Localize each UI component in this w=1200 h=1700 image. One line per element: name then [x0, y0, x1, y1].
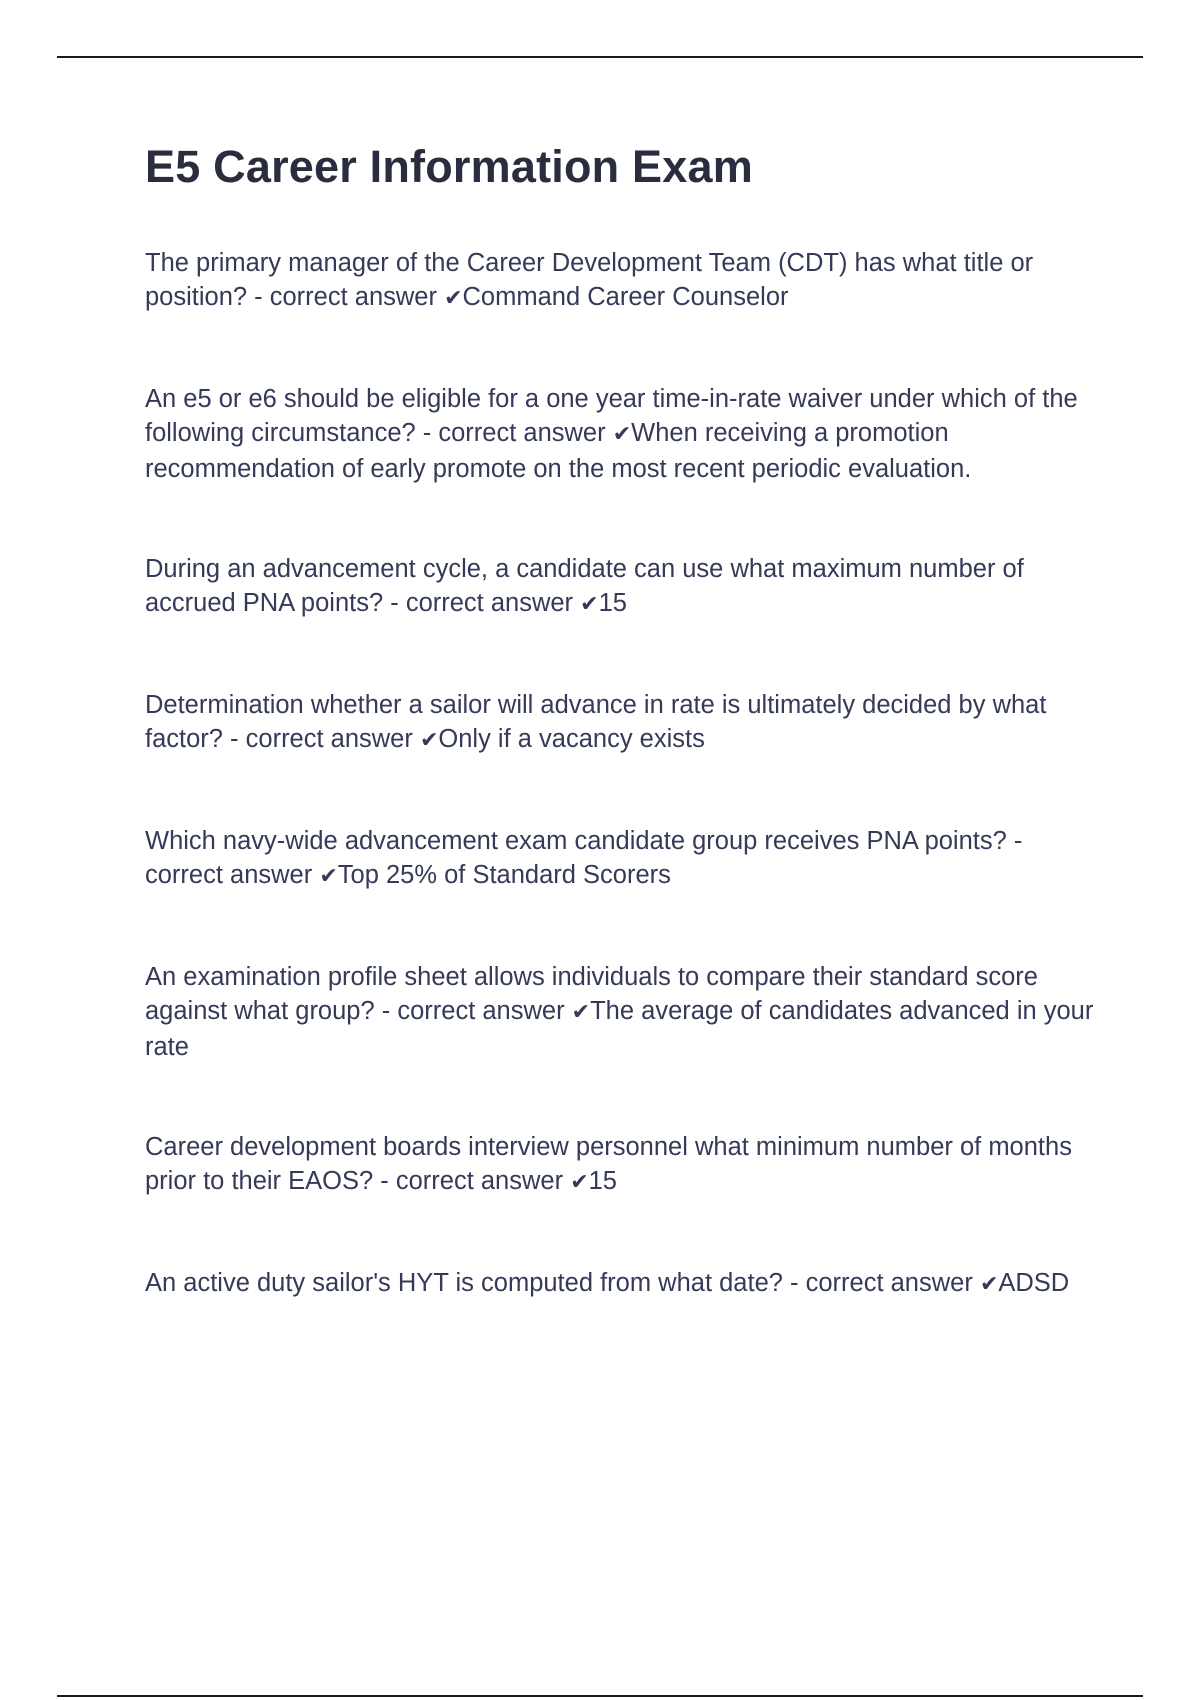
separator: - — [373, 1167, 396, 1195]
answer-label: correct answer — [438, 419, 606, 447]
separator: - — [222, 725, 246, 753]
qa-item — [145, 960, 1095, 1064]
answer-text: When receiving a promotion recommendation of early promote on the most recent periodic evaluation. — [145, 419, 972, 483]
answer-text: Only if a vacancy exists — [438, 725, 705, 753]
qa-item — [145, 688, 1095, 758]
answer-text: 15 — [588, 1167, 617, 1195]
check-icon: ✔ — [444, 286, 463, 311]
document-title: E5 Career Information Exam — [145, 141, 753, 192]
answer-label: correct answer — [805, 1269, 973, 1297]
answer-label: correct answer — [245, 725, 413, 753]
separator: - — [1006, 827, 1023, 855]
question-text: An examination profile sheet allows individuals to compare their standard score against what group? — [145, 963, 1038, 1025]
check-icon: ✔ — [571, 1000, 591, 1025]
answer-label: correct answer — [397, 997, 565, 1025]
question-text: An active duty sailor's HYT is computed from what date? — [145, 1269, 783, 1297]
answer-text: Top 25% of Standard Scorers — [337, 861, 671, 889]
qa-item — [145, 1130, 1095, 1200]
question-text: During an advancement cycle, a candidate can use what maximum number of accrued PNA points? — [145, 555, 1024, 617]
check-icon: ✔ — [419, 728, 439, 753]
bottom-rule — [57, 1695, 1143, 1697]
separator: - — [782, 1269, 806, 1297]
question-text: Career development boards interview personnel what minimum number of months prior to their EAOS? — [145, 1133, 1072, 1195]
answer-text: ADSD — [998, 1269, 1070, 1297]
qa-item — [145, 824, 1095, 894]
separator: - — [247, 283, 270, 311]
question-text: Which navy-wide advancement exam candidate group receives PNA points? — [145, 827, 1007, 855]
answer-label: correct answer — [405, 589, 574, 617]
answer-label: correct answer — [269, 283, 437, 311]
top-rule — [57, 56, 1143, 58]
check-icon: ✔ — [612, 422, 632, 447]
question-text: The primary manager of the Career Development Team (CDT) has what title or position? — [145, 249, 1034, 311]
document-body — [145, 140, 1095, 1368]
answer-text: 15 — [598, 589, 627, 617]
question-text: An e5 or e6 should be eligible for a one year time-in-rate waiver under which of the following circumstance? — [145, 385, 1078, 447]
answer-label: correct answer — [145, 861, 313, 889]
qa-item — [145, 246, 1095, 316]
separator: - — [374, 997, 398, 1025]
check-icon: ✔ — [570, 1170, 589, 1195]
check-icon: ✔ — [979, 1272, 999, 1297]
check-icon: ✔ — [319, 864, 338, 889]
qa-item — [145, 552, 1095, 622]
question-text: Determination whether a sailor will advance in rate is ultimately decided by what factor? — [145, 691, 1047, 753]
answer-text: Command Career Counselor — [462, 283, 789, 311]
separator: - — [415, 419, 439, 447]
answer-text: The average of candidates advanced in your rate — [145, 997, 1094, 1061]
separator: - — [383, 589, 406, 617]
check-icon: ✔ — [580, 592, 599, 617]
answer-label: correct answer — [395, 1167, 564, 1195]
qa-list — [145, 246, 1095, 1302]
qa-item — [145, 1266, 1095, 1302]
qa-item — [145, 382, 1095, 486]
